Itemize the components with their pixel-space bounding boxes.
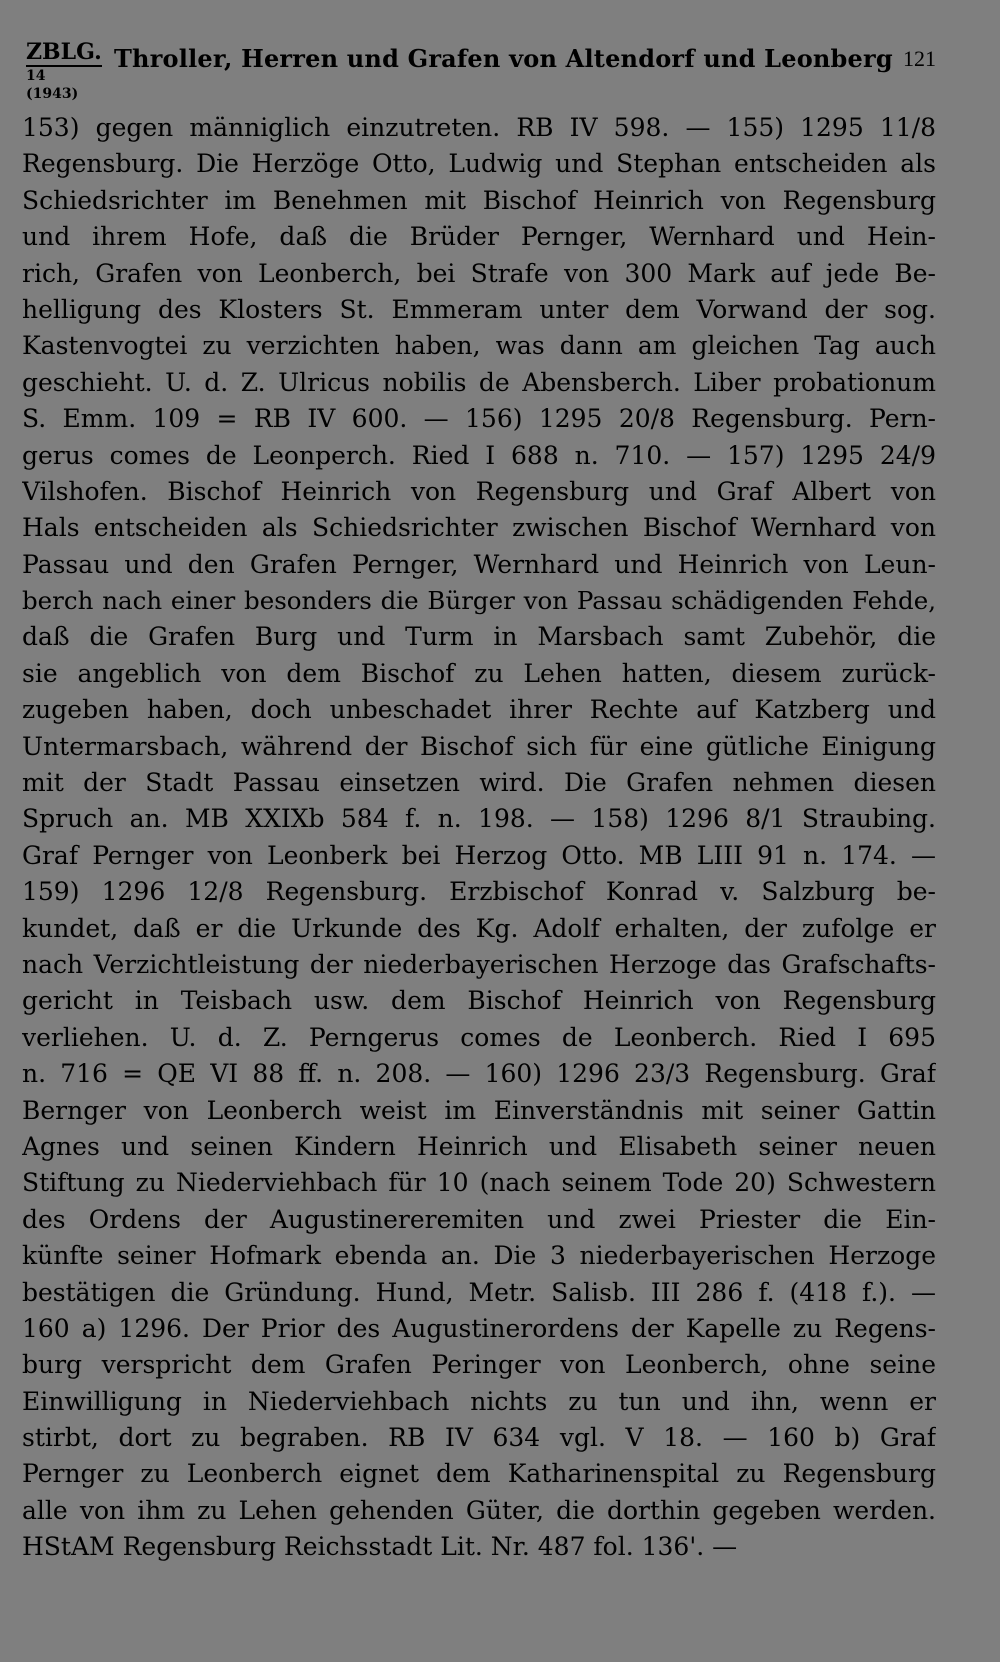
text-line: helligung des Klosters St. Emmeram unter dem Vorwand der sog. (22, 294, 936, 324)
text-line: geschieht. U. d. Z. Ulricus nobilis de Abensberch. Liber probationum (22, 367, 936, 397)
text-line: rich, Grafen von Leonberch, bei Strafe von 300 Mark auf jede Be- (22, 258, 936, 288)
text-line: des Ordens der Augustinereremiten und zwei Priester die Ein- (22, 1204, 936, 1234)
text-line: bestätigen die Gründung. Hund, Metr. Salisb. III 286 f. (418 f.). — (22, 1277, 936, 1307)
text-line: und ihrem Hofe, daß die Brüder Pernger, Wernhard und Hein- (22, 222, 936, 252)
text-line: Spruch an. MB XXIXb 584 f. n. 198. — 158) 1296 8/1 Straubing. (22, 804, 936, 834)
text-line: Stiftung zu Niederviehbach für 10 (nach seinem Tode 20) Schwestern (22, 1168, 936, 1198)
text-line: burg verspricht dem Grafen Peringer von Leonberch, ohne seine (22, 1350, 936, 1380)
text-line: 160 a) 1296. Der Prior des Augustinerordens der Kapelle zu Regens- (22, 1313, 936, 1343)
text-line: gericht in Teisbach usw. dem Bischof Heinrich von Regensburg (22, 986, 936, 1016)
text-line: daß die Grafen Burg und Turm in Marsbach samt Zubehör, die (22, 622, 936, 652)
text-line: Regensburg. Die Herzöge Otto, Ludwig und Stephan entscheiden als (22, 149, 936, 179)
running-title: Throller, Herren und Grafen von Altendorf und Leonberg (114, 44, 893, 73)
text-line: Pernger zu Leonberch eignet dem Katharinenspital zu Regensburg (22, 1459, 936, 1489)
text-line: Untermarsbach, während der Bischof sich für eine gütliche Einigung (22, 731, 936, 761)
text-line: Graf Pernger von Leonberk bei Herzog Otto. MB LIII 91 n. 174. — (22, 840, 936, 870)
text-line: Vilshofen. Bischof Heinrich von Regensburg und Graf Albert von (22, 476, 936, 506)
text-line: Bernger von Leonberch weist im Einverständnis mit seiner Gattin (22, 1095, 936, 1125)
text-line: Hals entscheiden als Schiedsrichter zwischen Bischof Wernhard von (22, 513, 936, 543)
text-line: verliehen. U. d. Z. Perngerus comes de Leonberch. Ried I 695 (22, 1022, 936, 1052)
body-text (22, 110, 936, 1566)
text-line: kundet, daß er die Urkunde des Kg. Adolf erhalten, der zufolge er (22, 913, 936, 943)
text-line: zugeben haben, doch unbeschadet ihrer Rechte auf Katzberg und (22, 695, 936, 725)
text-line: HStAM Regensburg Reichsstadt Lit. Nr. 487 fol. 136'. — (22, 1532, 738, 1562)
text-line: sie angeblich von dem Bischof zu Lehen hatten, diesem zurück- (22, 658, 936, 688)
text-line: 153) gegen männiglich einzutreten. RB IV 598. — 155) 1295 11/8 (22, 113, 936, 142)
text-line: Kastenvogtei zu verzichten haben, was dann am gleichen Tag auch (22, 331, 936, 361)
text-line: mit der Stadt Passau einsetzen wird. Die Grafen nehmen diesen (22, 768, 936, 798)
text-line: stirbt, dort zu begraben. RB IV 634 vgl. V 18. — 160 b) Graf (22, 1423, 936, 1453)
text-line: Passau und den Grafen Pernger, Wernhard und Heinrich von Leun- (22, 549, 936, 579)
text-line: berch nach einer besonders die Bürger von Passau schädigenden Fehde, (22, 586, 936, 616)
journal-abbreviation: ZBLG. (26, 39, 102, 65)
text-line: S. Emm. 109 = RB IV 600. — 156) 1295 20/8 Regensburg. Pern- (22, 404, 936, 434)
page-number: 121 (903, 46, 936, 71)
page-header (26, 39, 936, 102)
text-line: gerus comes de Leonperch. Ried I 688 n. 710. — 157) 1295 24/9 (22, 440, 936, 470)
text-line: n. 716 = QE VI 88 ff. n. 208. — 160) 1296 23/3 Regensburg. Graf (22, 1059, 936, 1089)
journal-volume: 14 (1943) (26, 68, 79, 102)
text-line: Agnes und seinen Kindern Heinrich und Elisabeth seiner neuen (22, 1131, 936, 1161)
text-line: 159) 1296 12/8 Regensburg. Erzbischof Konrad v. Salzburg be- (22, 877, 936, 907)
journal-reference (26, 40, 102, 103)
text-line: alle von ihm zu Lehen gehenden Güter, die dorthin gegeben werden. (22, 1495, 936, 1525)
text-line: nach Verzichtleistung der niederbayerischen Herzoge das Grafschafts- (22, 949, 936, 979)
text-line: Einwilligung in Niederviehbach nichts zu tun und ihn, wenn er (22, 1386, 936, 1416)
text-line: künfte seiner Hofmark ebenda an. Die 3 niederbayerischen Herzoge (22, 1241, 936, 1271)
text-line: Schiedsrichter im Benehmen mit Bischof Heinrich von Regensburg (22, 185, 936, 215)
